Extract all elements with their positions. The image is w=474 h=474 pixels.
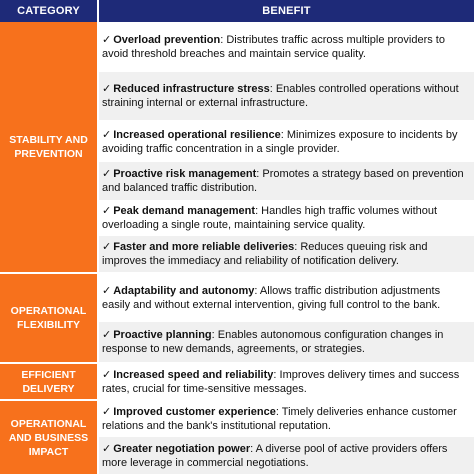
- check-icon: ✓: [102, 241, 112, 253]
- benefit-row: [99, 200, 474, 236]
- category-label: STABILITY AND PREVENTION: [9, 134, 88, 160]
- benefit-description: : Distributes traffic across multiple providers to avoid threshold breaches and maintain service quality.: [102, 34, 445, 60]
- benefit-description: : Enables autonomous configuration changes in response to new demands, agreements, or strategies.: [102, 329, 444, 355]
- check-icon: ✓: [102, 442, 112, 455]
- benefit-description: : Improves delivery times and success rates, crucial for time-sensitive messages.: [102, 368, 460, 395]
- benefit-description: : Reduces queuing risk and improves the immediacy and reliability of notification delivery.: [102, 241, 428, 267]
- table-header: [0, 0, 474, 22]
- benefit-row: [99, 401, 474, 437]
- check-icon: ✓: [102, 129, 112, 141]
- benefit-description: : A diverse pool of active providers offers more leverage in commercial negotiations.: [102, 442, 448, 469]
- benefit-row: [99, 122, 474, 162]
- benefit-description: : Handles high traffic volumes without overloading a single route, maintaining service quality.: [102, 205, 438, 231]
- benefit-row: [99, 162, 474, 200]
- category-stability-and-prevention: [0, 22, 97, 272]
- category-label: OPERATIONAL FLEXIBILITY: [10, 305, 87, 331]
- check-icon: ✓: [102, 368, 112, 381]
- benefit-row: [99, 364, 474, 399]
- benefit-title: Increased speed and reliability: [113, 368, 274, 381]
- benefit-title: Greater negotiation power: [113, 442, 251, 455]
- benefit-description: : Promotes a strategy based on prevention and balanced traffic distribution.: [102, 168, 464, 194]
- benefit-description: : Minimizes exposure to incidents by avoiding traffic concentration in a single provider.: [102, 129, 458, 155]
- benefit-description: : Allows traffic distribution adjustments easily and without external intervention, giving full control to the bank.: [102, 285, 441, 311]
- benefit-row: [99, 72, 474, 120]
- benefit-row: [99, 274, 474, 322]
- benefit-title: Peak demand management: [113, 205, 256, 217]
- check-icon: ✓: [102, 329, 112, 341]
- benefit-column-header: BENEFIT: [262, 5, 311, 17]
- benefit-title: Increased operational resilience: [113, 129, 281, 141]
- category-label: EFFICIENT DELIVERY: [21, 368, 76, 395]
- benefit-row: [99, 322, 474, 362]
- benefit-title: Improved customer experience: [113, 406, 276, 418]
- check-icon: ✓: [102, 34, 112, 46]
- benefit-row: [99, 236, 474, 272]
- check-icon: ✓: [102, 406, 112, 418]
- category-column-header: CATEGORY: [17, 5, 80, 17]
- category-label: OPERATIONAL AND BUSINESS IMPACT: [8, 417, 89, 458]
- check-icon: ✓: [102, 205, 112, 217]
- check-icon: ✓: [102, 83, 112, 95]
- benefit-title: Reduced infrastructure stress: [113, 83, 270, 95]
- benefit-title: Proactive planning: [113, 329, 212, 341]
- benefit-description: : Timely deliveries enhance customer relations and the bank's institutional reputation.: [102, 406, 457, 432]
- category-operational-and-business-impact: [0, 401, 97, 474]
- benefit-title: Adaptability and autonomy: [113, 285, 255, 297]
- check-icon: ✓: [102, 168, 112, 180]
- benefit-row: [99, 437, 474, 474]
- benefit-title: Faster and more reliable deliveries: [113, 241, 295, 253]
- check-icon: ✓: [102, 285, 112, 297]
- category-efficient-delivery: [0, 364, 97, 399]
- category-operational-flexibility: [0, 274, 97, 362]
- benefit-description: : Enables controlled operations without straining internal or external infrastructure.: [102, 83, 459, 109]
- benefit-title: Overload prevention: [113, 34, 221, 46]
- benefit-title: Proactive risk management: [113, 168, 257, 180]
- benefit-row: [99, 24, 474, 70]
